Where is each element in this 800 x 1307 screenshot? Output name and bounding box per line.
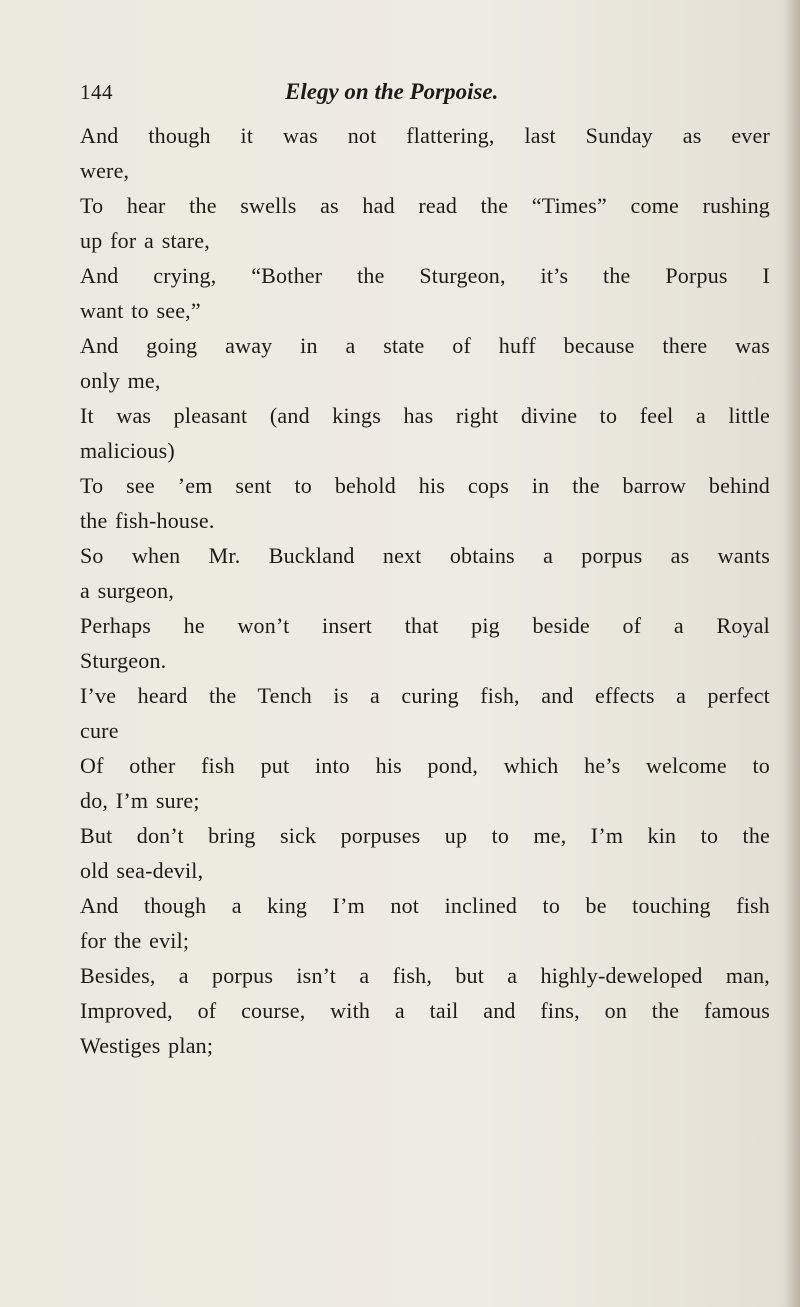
verse-line [80, 678, 770, 748]
page-header [80, 80, 740, 110]
verse-line-text: To hear the swells as had read the “Times” come rushing [80, 193, 770, 218]
verse-line [80, 398, 770, 468]
verse-line [80, 608, 770, 678]
verse-line-continuation: up for a stare, [80, 228, 210, 253]
verse-line-text: Of other fish put into his pond, which he’s welcome to [80, 753, 770, 778]
verse-line [80, 888, 770, 958]
verse-line-text: It was pleasant (and kings has right divine to feel a little [80, 403, 770, 428]
verse-line [80, 818, 770, 888]
verse-line [80, 958, 770, 993]
verse-line-text: Besides, a porpus isn’t a fish, but a highly-deweloped man, [80, 963, 770, 988]
verse-line [80, 258, 770, 328]
verse-line [80, 468, 770, 538]
verse-line-text: And though it was not flattering, last Sunday as ever [80, 123, 770, 148]
verse-line-continuation: cure [80, 718, 119, 743]
verse-line-continuation: malicious) [80, 438, 175, 463]
verse-line-continuation: for the evil; [80, 928, 190, 953]
verse-line-continuation: only me, [80, 368, 161, 393]
page-edge-shadow [786, 0, 800, 1307]
verse-line [80, 328, 770, 398]
page-number: 144 [80, 80, 113, 104]
verse-line [80, 118, 770, 188]
verse-line-continuation: want to see,” [80, 298, 201, 323]
verse-line-text: So when Mr. Buckland next obtains a porpus as wants [80, 543, 770, 568]
verse-line [80, 748, 770, 818]
verse-line-text: And crying, “Bother the Sturgeon, it’s the Porpus I [80, 263, 770, 288]
verse-line-text: I’ve heard the Tench is a curing fish, and effects a perfect [80, 683, 770, 708]
verse-line-continuation: Sturgeon. [80, 648, 167, 673]
verse-line-text: Improved, of course, with a tail and fins, on the famous [80, 998, 770, 1023]
verse-line-text: And though a king I’m not inclined to be touching fish [80, 893, 770, 918]
running-head: Elegy on the Porpoise. [285, 79, 499, 104]
verse-line-continuation: a surgeon, [80, 578, 175, 603]
verse-line-continuation: old sea-devil, [80, 858, 204, 883]
verse-line [80, 188, 770, 258]
verse-line-text: But don’t bring sick porpuses up to me, I’m kin to the [80, 823, 770, 848]
verse-line-continuation: do, I’m sure; [80, 788, 200, 813]
verse-line-text: To see ’em sent to behold his cops in the barrow behind [80, 473, 770, 498]
verse-line-continuation: Westiges plan; [80, 1033, 214, 1058]
verse-line-text: Perhaps he won’t insert that pig beside of a Royal [80, 613, 770, 638]
verse-line [80, 993, 770, 1063]
verse-line-continuation: the fish-house. [80, 508, 215, 533]
poem-body [80, 118, 770, 1063]
verse-line [80, 538, 770, 608]
verse-line-text: And going away in a state of huff because there was [80, 333, 770, 358]
verse-line-continuation: were, [80, 158, 130, 183]
